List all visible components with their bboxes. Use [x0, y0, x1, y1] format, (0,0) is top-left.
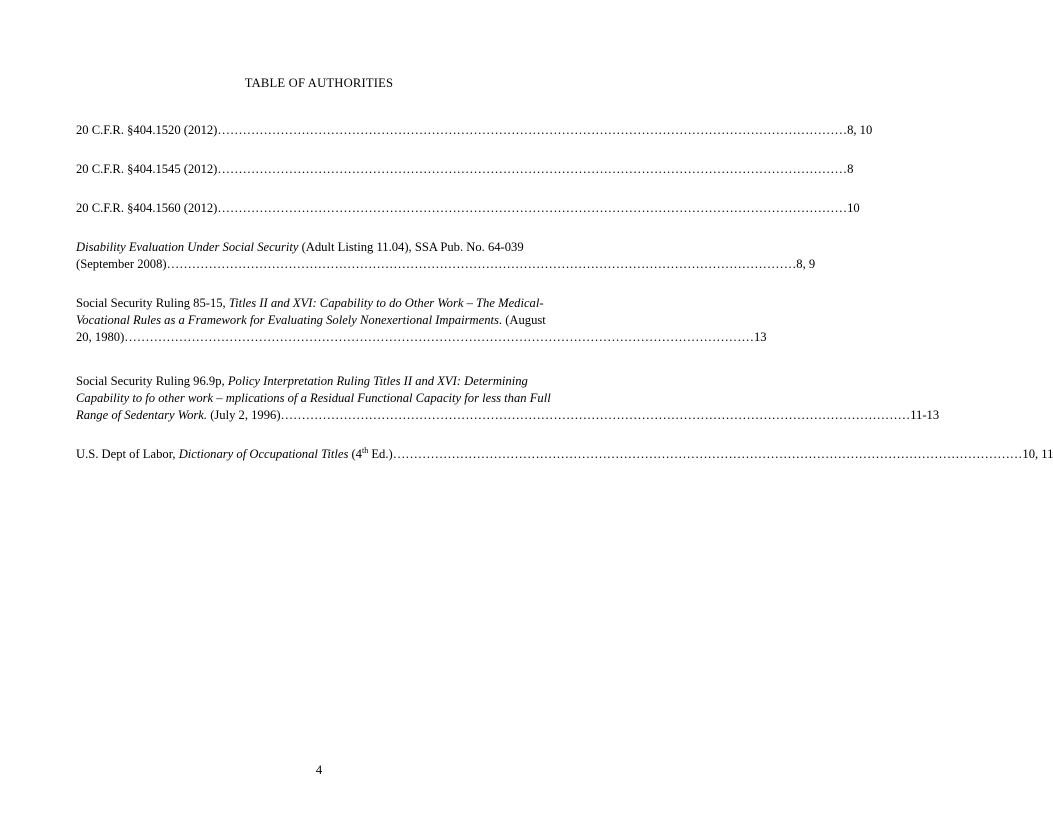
authority-title: Dictionary of Occupational Titles: [178, 447, 349, 461]
authority-entry: [76, 200, 860, 217]
edition-close: Ed.): [368, 447, 393, 461]
page-heading: TABLE OF AUTHORITIES: [244, 76, 394, 90]
authority-citation: [76, 407, 281, 424]
authority-title: Capability to fo other work – mplications of a Residual Functional Capacity for less than Full: [76, 391, 551, 405]
page-references: 8, 10: [847, 123, 873, 137]
authority-title: Titles II and XVI: Capability to do Other Work – The Medical-: [228, 296, 544, 310]
authority-line: [76, 256, 816, 273]
page-references: 8: [847, 162, 854, 176]
authority-line: [76, 122, 873, 139]
authority-entry: [76, 373, 940, 424]
authority-citation: 20 C.F.R. §404.1520 (2012): [76, 123, 218, 137]
authority-entry: [76, 161, 854, 178]
authority-citation: 20 C.F.R. §404.1545 (2012): [76, 162, 218, 176]
authority-entry: [76, 295, 767, 346]
dot-leader: ……………………………………………………………………………………………………………………………………: [217, 201, 848, 215]
authority-citation: . (August: [498, 313, 546, 327]
page-references: 8, 9: [796, 257, 816, 271]
authority-title: Vocational Rules as a Framework for Evaluating Solely Nonexertional Impairments: [76, 313, 499, 327]
authority-date: (July 2, 1996): [207, 408, 281, 422]
dot-leader: ……………………………………………………………………………………………………………………………………: [166, 257, 797, 271]
authority-line: [76, 407, 940, 424]
page-number: 4: [315, 763, 323, 777]
authority-citation: [76, 446, 393, 463]
authority-line: [76, 200, 860, 217]
authority-citation: (September 2008): [76, 257, 167, 271]
page-references: 11-13: [910, 408, 940, 422]
authority-title: Policy Interpretation Ruling Titles II and XVI: Determining: [227, 374, 528, 388]
authority-author: U.S. Dept of Labor,: [76, 447, 179, 461]
edition-open: (4: [348, 447, 362, 461]
authority-title: Disability Evaluation Under Social Security: [76, 240, 299, 254]
authority-citation: Social Security Ruling 85-15,: [76, 296, 229, 310]
authority-line: [76, 239, 564, 256]
authority-line: [76, 295, 564, 312]
authority-line: [76, 312, 564, 329]
authority-line: [76, 373, 564, 390]
dot-leader: ……………………………………………………………………………………………………………………………………: [217, 123, 848, 137]
authority-citation: (Adult Listing 11.04), SSA Pub. No. 64-039: [298, 240, 524, 254]
authority-citation: 20, 1980): [76, 330, 125, 344]
authority-line: [76, 161, 854, 178]
dot-leader: ……………………………………………………………………………………………………………………………………: [124, 330, 754, 344]
dot-leader: ……………………………………………………………………………………………………………………………………: [280, 408, 911, 422]
edition-superscript: th: [361, 445, 369, 455]
authority-line: [76, 329, 767, 346]
authority-line: [76, 445, 1053, 463]
authority-entry: [76, 445, 1053, 463]
authority-entry: [76, 122, 873, 139]
page-references: 10, 11: [1022, 447, 1053, 461]
dot-leader: ……………………………………………………………………………………………………………………………………: [217, 162, 848, 176]
authority-citation: Social Security Ruling 96.9p,: [76, 374, 228, 388]
authority-citation: 20 C.F.R. §404.1560 (2012): [76, 201, 218, 215]
page-references: 10: [847, 201, 860, 215]
page-references: 13: [753, 330, 767, 344]
authority-title: Range of Sedentary Work.: [76, 408, 208, 422]
authority-entry: [76, 239, 816, 273]
dot-leader: ……………………………………………………………………………………………………………………………………: [392, 447, 1023, 461]
